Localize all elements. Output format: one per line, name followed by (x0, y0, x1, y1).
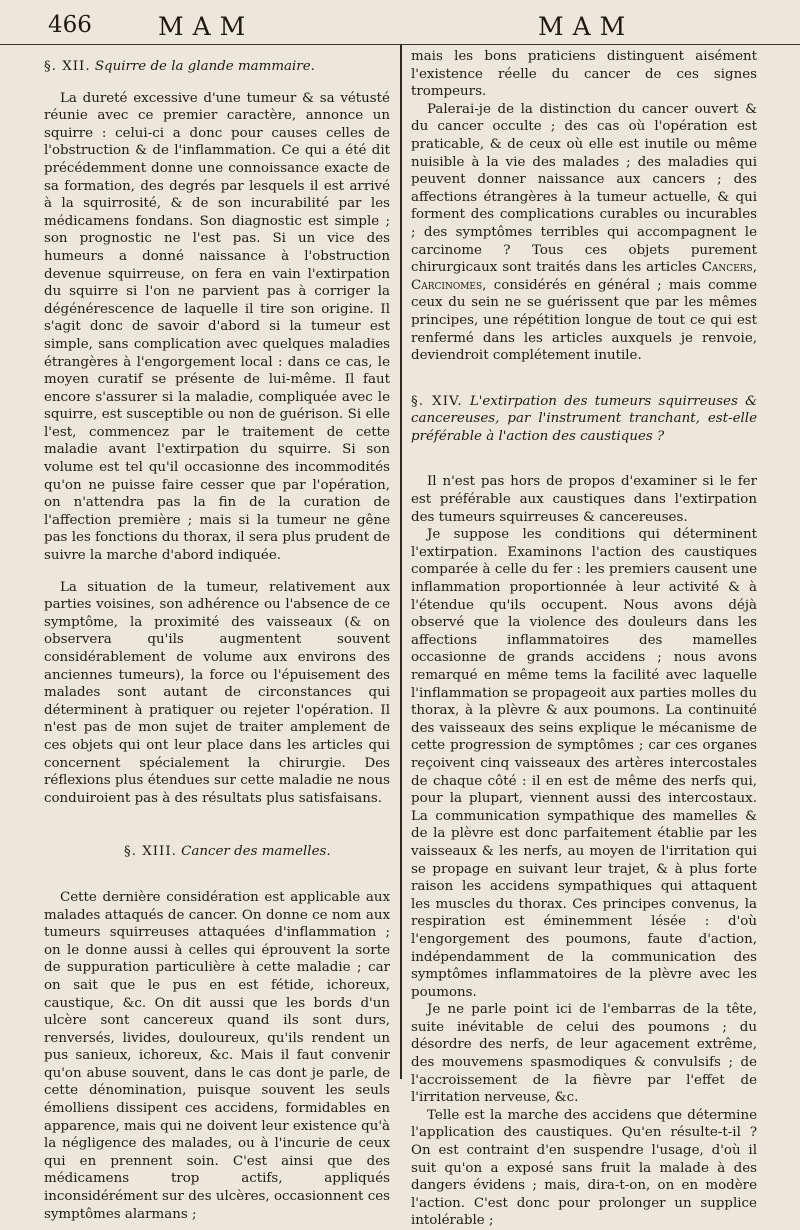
section-heading-xiii (44, 843, 390, 861)
section-heading-xiv (411, 393, 757, 446)
page-header (0, 0, 800, 45)
right-column (411, 44, 757, 1230)
paragraph (411, 101, 757, 365)
paragraph: Je suppose les conditions qui déterminent l'extirpation. Examinons l'action des caustiques comparée à celle du fer : les premiers causent une inflammation proportionnée à leur activité & à l'étendue qu'ils occupent. Nous avons déjà observé que la violence des douleurs dans les affections inflammatoires des mamelles occasionne de grands accidens ; nous avons remarqué en même tems la facilité avec laquelle l'inflammation se propageoit aux parties molles du thorax, à la plèvre & aux poumons. La continuité des vaisseaux des seins explique le mécanisme de cette progression de symptômes ; car ces organes reçoivent cinq vaisseaux des artères intercostales de chaque côté : il en est de même des nerfs qui, pour la plupart, viennent aussi des intercostaux. La communication sympathique des mamelles & de la plèvre est donc parfaitement établie par les vaisseaux & les nerfs, au moyen de l'irritation qui se propage en suivant leur trajet, & à plus forte raison les accidens sympathiques qui attaquent les muscles du thorax. Ces principes convenus, la respiration est éminemment lésée : d'où l'engorgement des poumons, faute d'action, indépendamment de la communication des symptômes inflammatoires de la plèvre avec les poumons. (411, 527, 757, 1000)
section-number: §. XII. (44, 59, 91, 74)
section-number: §. XIII. (124, 844, 177, 860)
section-title: L'extirpation des tumeurs squirreuses & cancereuses, par l'instrument tranchant, est-elle préférable à l'action des caustiques ? (411, 393, 758, 444)
paragraph: La situation de la tumeur, relativement aux parties voisines, son adhérence ou l'absence de ce symptôme, la proximité des vaisseaux (& on observera qu'ils augmentent souvent considérablement de volume aux environs des anciennes tumeurs), la force ou l'épuisement des malades sont autant de circonstances qui déterminent à pratiquer ou rejeter l'opération. Il n'est pas de mon sujet de traiter amplement de ces objets qui ont leur place dans les articles qui concernent spécialement la chirurgie. Des réflexions plus étendues sur cette maladie ne nous conduiroient pas à des résultats plus satisfaisans. (44, 579, 390, 806)
paragraph: Je ne parle point ici de l'embarras de la tête, suite inévitable de celui des poumons ; du désordre des nerfs, de leur agacement extrême, des mouvemens spasmodiques & convulsifs ; de l'accroissement de la fièvre par l'effet de l'irritation nerveuse, &c. (411, 1002, 757, 1106)
section-heading-xii (44, 58, 390, 76)
section-number: §. XIV. (411, 393, 463, 409)
paragraph: Cette dernière considération est applicable aux malades attaqués de cancer. On donne ce nom aux tumeurs squirreuses attaquées d'inflammation ; on le donne aussi à celles qui éprouvent la sorte de suppuration particulière à cette maladie ; car on sait que le pus en est fétide, ichoreux, caustique, &c. On dit aussi que les bords d'un ulcère sont cancereux quand ils sont durs, renversés, livides, douloureux, qu'ils rendent un pus sanieux, ichoreux, &c. Mais il faut convenir qu'on abuse souvent, dans le cas dont je parle, de cette dénomination, puisque souvent les seuls émolliens dissipent ces accidens, formidables en apparence, mais qui ne doivent leur existence qu'à la négligence des malades, ou à l'incurie de ceux qui en prennent soin. C'est ainsi que des médicamens trop actifs, appliqués inconsidérément sur des ulcères, occasionnent ces symptômes alarmans ; (44, 889, 390, 1222)
page-number: 466 (48, 12, 92, 38)
section-title: Squirre de la glande mammaire. (94, 59, 315, 74)
paragraph-text: , (752, 260, 757, 276)
left-column (44, 44, 390, 1223)
section-title: Cancer des mamelles. (181, 844, 331, 860)
paragraph: mais les bons praticiens distinguent aisément l'existence réelle du cancer de ces signes trompeurs. (411, 49, 757, 100)
paragraph-text: , considérés en général ; mais comme ceux du sein ne se guérissent que par les mêmes principes, une répétition longue de tout ce qui est renfermé dans les articles auxquels je renvoie, deviendroit complétement inutile. (411, 277, 757, 364)
running-head-left: MAM (158, 12, 255, 41)
cross-reference: Carcinomes (411, 277, 483, 293)
paragraph: Il n'est pas hors de propos d'examiner si le fer est préférable aux caustiques dans l'extirpation des tumeurs squirreuses & cancereuses. (411, 474, 757, 525)
paragraph: La dureté excessive d'une tumeur & sa vétusté réunie avec ce premier caractère, annonce un squirre : celui-ci a donc pour causes celles de l'obstruction & de l'inflammation. Ce qui a été dit précédemment donne une connoissance exacte de sa formation, des degrés par lesquels il est arrivé à la squirrosité, & de son incurabilité par les médicamens fondans. Son diagnostic est simple ; son prognostic ne l'est pas. Si un vice des humeurs a donné naissance à l'obstruction devenue squirreuse, on fera en vain l'extirpation du squirre si l'on ne parvient pas à corriger la dégénérescence de laquelle il tire son origine. Il s'agit donc de savoir d'abord si la tumeur est simple, sans complication avec quelques maladies étrangères à l'engorgement local : dans ce cas, le moyen curatif se présente de lui-même. Il faut encore s'assurer si la maladie, compliquée avec le squirre, est susceptible ou non de guérison. Si elle l'est, commencez par le traitement de cette maladie avant l'extirpation du squirre. Si son volume est tel qu'il occasionne des incommodités qu'on ne puisse faire cesser que par l'opération, on n'attendra pas la fin de la curation de l'affection première ; mais si la tumeur ne gêne pas les fonctions du thorax, il sera plus prudent de suivre la marche d'abord indiquée. (44, 90, 390, 564)
column-divider (400, 44, 402, 1079)
paragraph-text: Palerai-je de la distinction du cancer ouvert & du cancer occulte ; des cas où l'opération est praticable, & de ceux où elle est inutile ou même nuisible à la vie des malades ; des maladies qui peuvent donner naissance aux cancers ; des affections étrangères à la tumeur actuelle, & qui forment des complications curables ou incurables ; des symptômes terribles qui accompagnent le carcinome ? Tous ces objets purement chirurgicaux sont traités dans les articles (411, 101, 757, 276)
cross-reference: Cancers (701, 260, 753, 276)
running-head-right: MAM (538, 12, 635, 41)
paragraph: Telle est la marche des accidens que détermine l'application des caustiques. Qu'en résulte-t-il ? On est contraint d'en suspendre l'usage, d'où il suit qu'on a exposé sans fruit la malade à des dangers évidens ; mais, dira-t-on, on en modère l'action. C'est donc pour prolonger un supplice intolérable ; (411, 1107, 757, 1229)
